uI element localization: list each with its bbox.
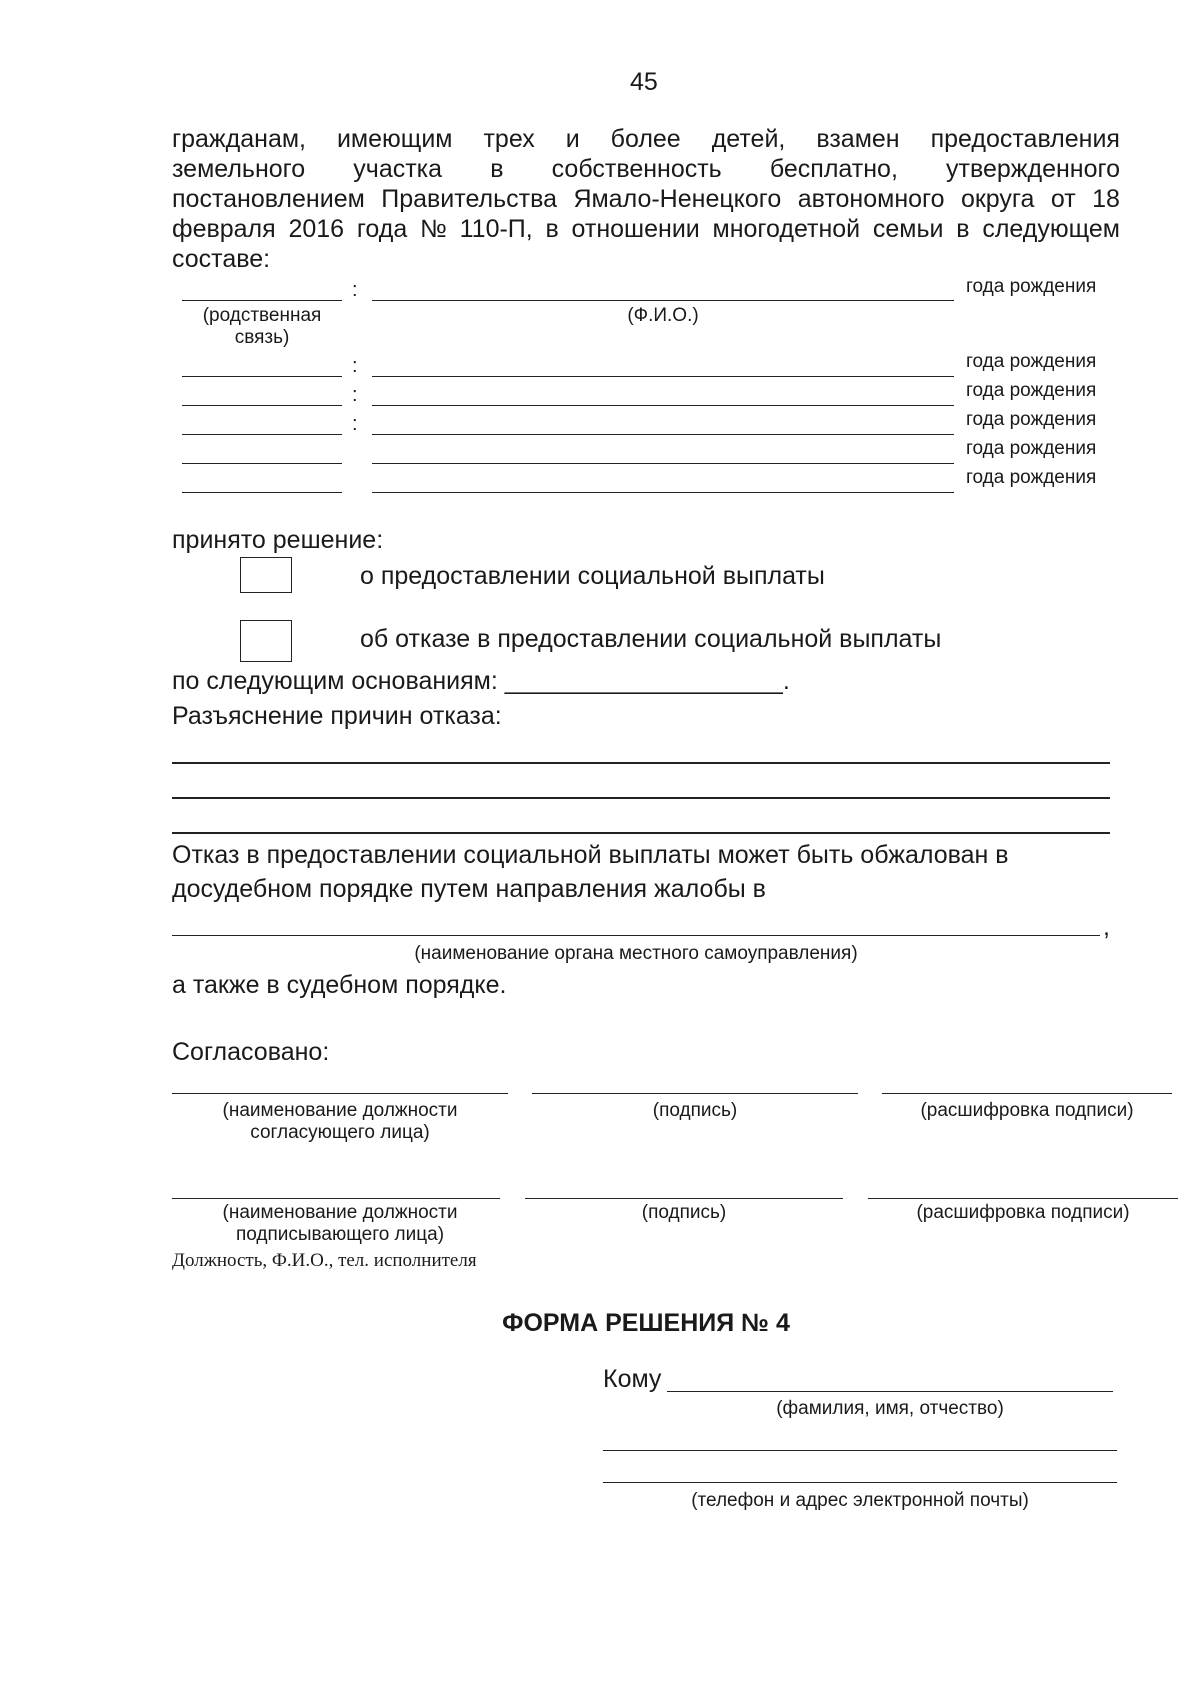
colon-3: : <box>352 384 358 406</box>
intro-word: Правительства <box>381 185 557 213</box>
appeal-line-1: Отказ в предоставлении социальной выплаты может быть обжалован в <box>172 841 1009 869</box>
appeal-line-3: а также в судебном порядке. <box>172 971 507 999</box>
authority-comma: , <box>1103 913 1110 941</box>
intro-word: № <box>420 215 447 243</box>
birth-label-1: года рождения <box>966 276 1097 297</box>
intro-word: 2016 <box>288 215 345 243</box>
refuse-option-label: об отказе в предоставлении социальной выплаты <box>360 625 942 653</box>
intro-word: 18 <box>1092 185 1120 213</box>
recipient-fio-caption: (фамилия, имя, отчество) <box>776 1398 1004 1419</box>
approval-position-field[interactable] <box>172 1093 508 1094</box>
birth-label-5: года рождения <box>966 438 1097 459</box>
explanation-line-3[interactable] <box>172 832 1110 834</box>
grounds-label: по следующим основаниям: ____________________. <box>172 667 790 695</box>
signer-signature-caption: (подпись) <box>641 1202 727 1223</box>
relation-field-1[interactable] <box>182 300 342 301</box>
intro-word: в <box>545 215 559 243</box>
grant-checkbox[interactable] <box>240 557 292 593</box>
approval-decoding-caption: (расшифровка подписи) <box>920 1100 1134 1121</box>
fio-field-4[interactable] <box>372 434 954 435</box>
intro-word: земельного <box>172 155 306 183</box>
signer-position-caption: (наименование должности подписывающего лица) <box>222 1202 458 1245</box>
intro-word: бесплатно, <box>769 155 898 183</box>
intro-word: округа <box>960 185 1035 213</box>
intro-word: более <box>610 125 681 153</box>
approval-signature-field[interactable] <box>532 1093 858 1094</box>
refuse-checkbox[interactable] <box>240 620 292 662</box>
fio-field-3[interactable] <box>372 405 954 406</box>
page-number: 45 <box>630 68 658 96</box>
recipient-fio-field[interactable] <box>667 1391 1113 1392</box>
intro-word: имеющим <box>336 125 453 153</box>
executor-note: Должность, Ф.И.О., тел. исполнителя <box>172 1250 477 1271</box>
intro-line-2 <box>172 154 1120 184</box>
intro-line-3 <box>172 184 1120 214</box>
intro-line-1 <box>172 124 1120 154</box>
signer-decoding-caption: (расшифровка подписи) <box>916 1202 1130 1223</box>
form4-title: ФОРМА РЕШЕНИЯ № 4 <box>502 1309 790 1337</box>
colon-4: : <box>352 413 358 435</box>
relation-field-5[interactable] <box>182 463 342 464</box>
intro-word: от <box>1050 185 1076 213</box>
relation-field-2[interactable] <box>182 376 342 377</box>
signer-decoding-field[interactable] <box>868 1198 1178 1199</box>
intro-word: участка <box>353 155 443 183</box>
explanation-label: Разъяснение причин отказа: <box>172 702 502 730</box>
fio-field-5[interactable] <box>372 463 954 464</box>
fio-field-6[interactable] <box>372 492 954 493</box>
intro-word: отношении <box>571 215 700 243</box>
birth-label-4: года рождения <box>966 409 1097 430</box>
intro-word: в <box>956 215 970 243</box>
intro-word: многодетной <box>712 215 861 243</box>
fio-caption: (Ф.И.О.) <box>627 305 699 326</box>
intro-word: автономного <box>797 185 945 213</box>
colon-2: : <box>352 355 358 377</box>
birth-label-6: года рождения <box>966 467 1097 488</box>
intro-line-5: составе: <box>172 245 271 273</box>
recipient-contact-caption: (телефон и адрес электронной почты) <box>691 1490 1029 1511</box>
relation-field-6[interactable] <box>182 492 342 493</box>
signer-signature-field[interactable] <box>525 1198 843 1199</box>
grant-option-label: о предоставлении социальной выплаты <box>360 562 825 590</box>
intro-word: постановлением <box>172 185 365 213</box>
authority-caption: (наименование органа местного самоуправления) <box>414 943 858 964</box>
birth-label-2: года рождения <box>966 351 1097 372</box>
approval-heading: Согласовано: <box>172 1038 330 1066</box>
intro-word: предоставления <box>930 125 1120 153</box>
intro-word: в <box>490 155 504 183</box>
fio-field-2[interactable] <box>372 376 954 377</box>
appeal-line-2: досудебном порядке путем направления жалобы в <box>172 875 766 903</box>
intro-word: утвержденного <box>946 155 1120 183</box>
relation-caption: (родственная связь) <box>202 305 322 348</box>
intro-word: взамен <box>816 125 900 153</box>
approval-signature-caption: (подпись) <box>652 1100 738 1121</box>
approval-decoding-field[interactable] <box>882 1093 1172 1094</box>
intro-line-4 <box>172 214 1120 244</box>
intro-word: и <box>565 125 580 153</box>
colon-1: : <box>352 279 358 301</box>
to-label: Кому <box>603 1365 662 1393</box>
recipient-contact-field-2[interactable] <box>603 1482 1117 1483</box>
authority-field[interactable] <box>172 935 1100 936</box>
intro-word: 110-П, <box>459 215 533 243</box>
decision-heading: принято решение: <box>172 526 384 554</box>
intro-word: следующем <box>982 215 1120 243</box>
intro-word: февраля <box>172 215 276 243</box>
intro-word: семьи <box>872 215 944 243</box>
recipient-contact-field-1[interactable] <box>603 1450 1117 1451</box>
birth-label-3: года рождения <box>966 380 1097 401</box>
relation-field-4[interactable] <box>182 434 342 435</box>
intro-word: трех <box>483 125 535 153</box>
intro-word: детей, <box>711 125 786 153</box>
approval-position-caption: (наименование должности согласующего лица) <box>222 1100 458 1143</box>
intro-word: гражданам, <box>172 125 306 153</box>
intro-word: Ямало-Ненецкого <box>573 185 782 213</box>
explanation-line-2[interactable] <box>172 797 1110 799</box>
fio-field-1[interactable] <box>372 300 954 301</box>
intro-paragraph <box>172 124 1120 274</box>
intro-word: собственность <box>551 155 722 183</box>
explanation-line-1[interactable] <box>172 762 1110 764</box>
relation-field-3[interactable] <box>182 405 342 406</box>
intro-word: года <box>356 215 408 243</box>
signer-position-field[interactable] <box>172 1198 500 1199</box>
